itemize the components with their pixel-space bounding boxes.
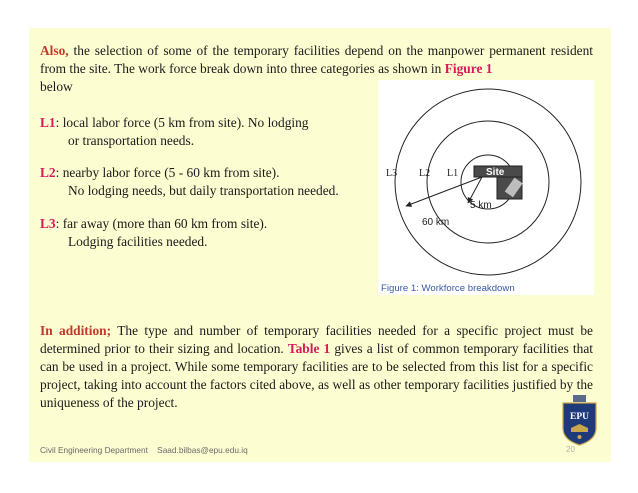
level-line1: : local labor force (5 km from site). No lodging xyxy=(55,115,309,130)
label-l1: L1 xyxy=(447,168,459,179)
logo-text: EPU xyxy=(570,412,589,422)
figure-1-reference: Figure 1 xyxy=(444,61,493,76)
level-line2: Lodging facilities needed. xyxy=(68,234,208,249)
level-line2: or transportation needs. xyxy=(68,133,195,148)
addition-paragraph xyxy=(40,322,593,412)
addition-lead: In addition; xyxy=(40,323,112,338)
level-l1 xyxy=(40,114,309,150)
epu-shield-icon xyxy=(561,394,598,446)
footer-department: Civil Engineering Department xyxy=(40,445,148,455)
figure-workforce-diagram xyxy=(378,80,594,295)
level-line2: No lodging needs, but daily transportation needed. xyxy=(68,183,339,198)
addition-text-2: gives a list of common temporary facilities that can be used in a project. While some temporary facilities are to be selected from this list for a specific project, taking into account the factors cited above, as well as other temporary facilities justified by the uniqueness of the project. xyxy=(40,341,593,410)
figure-caption: Figure 1: Workforce breakdown xyxy=(381,283,515,294)
table-1-reference: Table 1 xyxy=(287,341,331,356)
level-code: L1 xyxy=(40,115,56,130)
workforce-circles-svg xyxy=(378,80,594,280)
label-5km: 5 km xyxy=(470,200,492,211)
level-code: L2 xyxy=(40,165,56,180)
level-l2 xyxy=(40,164,339,200)
label-l3: L3 xyxy=(386,168,398,179)
intro-tail: below xyxy=(40,79,73,94)
level-l3 xyxy=(40,215,267,251)
outer-circle-l3 xyxy=(395,89,581,275)
addition-text-1: The type and number of temporary facilities needed for a specific project must be determined prior to their sizing and location. xyxy=(40,323,593,356)
level-code: L3 xyxy=(40,216,56,231)
footer xyxy=(40,445,248,455)
epu-logo xyxy=(561,394,598,446)
also-lead: Also, xyxy=(40,43,69,58)
level-line1: : nearby labor force (5 - 60 km from site). xyxy=(55,165,280,180)
intro-text: the selection of some of the temporary facilities depend on the manpower permanent resident from the site. The work force break down into three categories as shown in xyxy=(40,43,593,76)
label-60km: 60 km xyxy=(422,217,450,228)
site-label: Site xyxy=(486,167,505,178)
footer-email: Saad.bilbas@epu.edu.iq xyxy=(157,445,248,455)
label-l2: L2 xyxy=(419,168,431,179)
page-number: 20 xyxy=(566,445,575,454)
level-line1: : far away (more than 60 km from site). xyxy=(55,216,268,231)
